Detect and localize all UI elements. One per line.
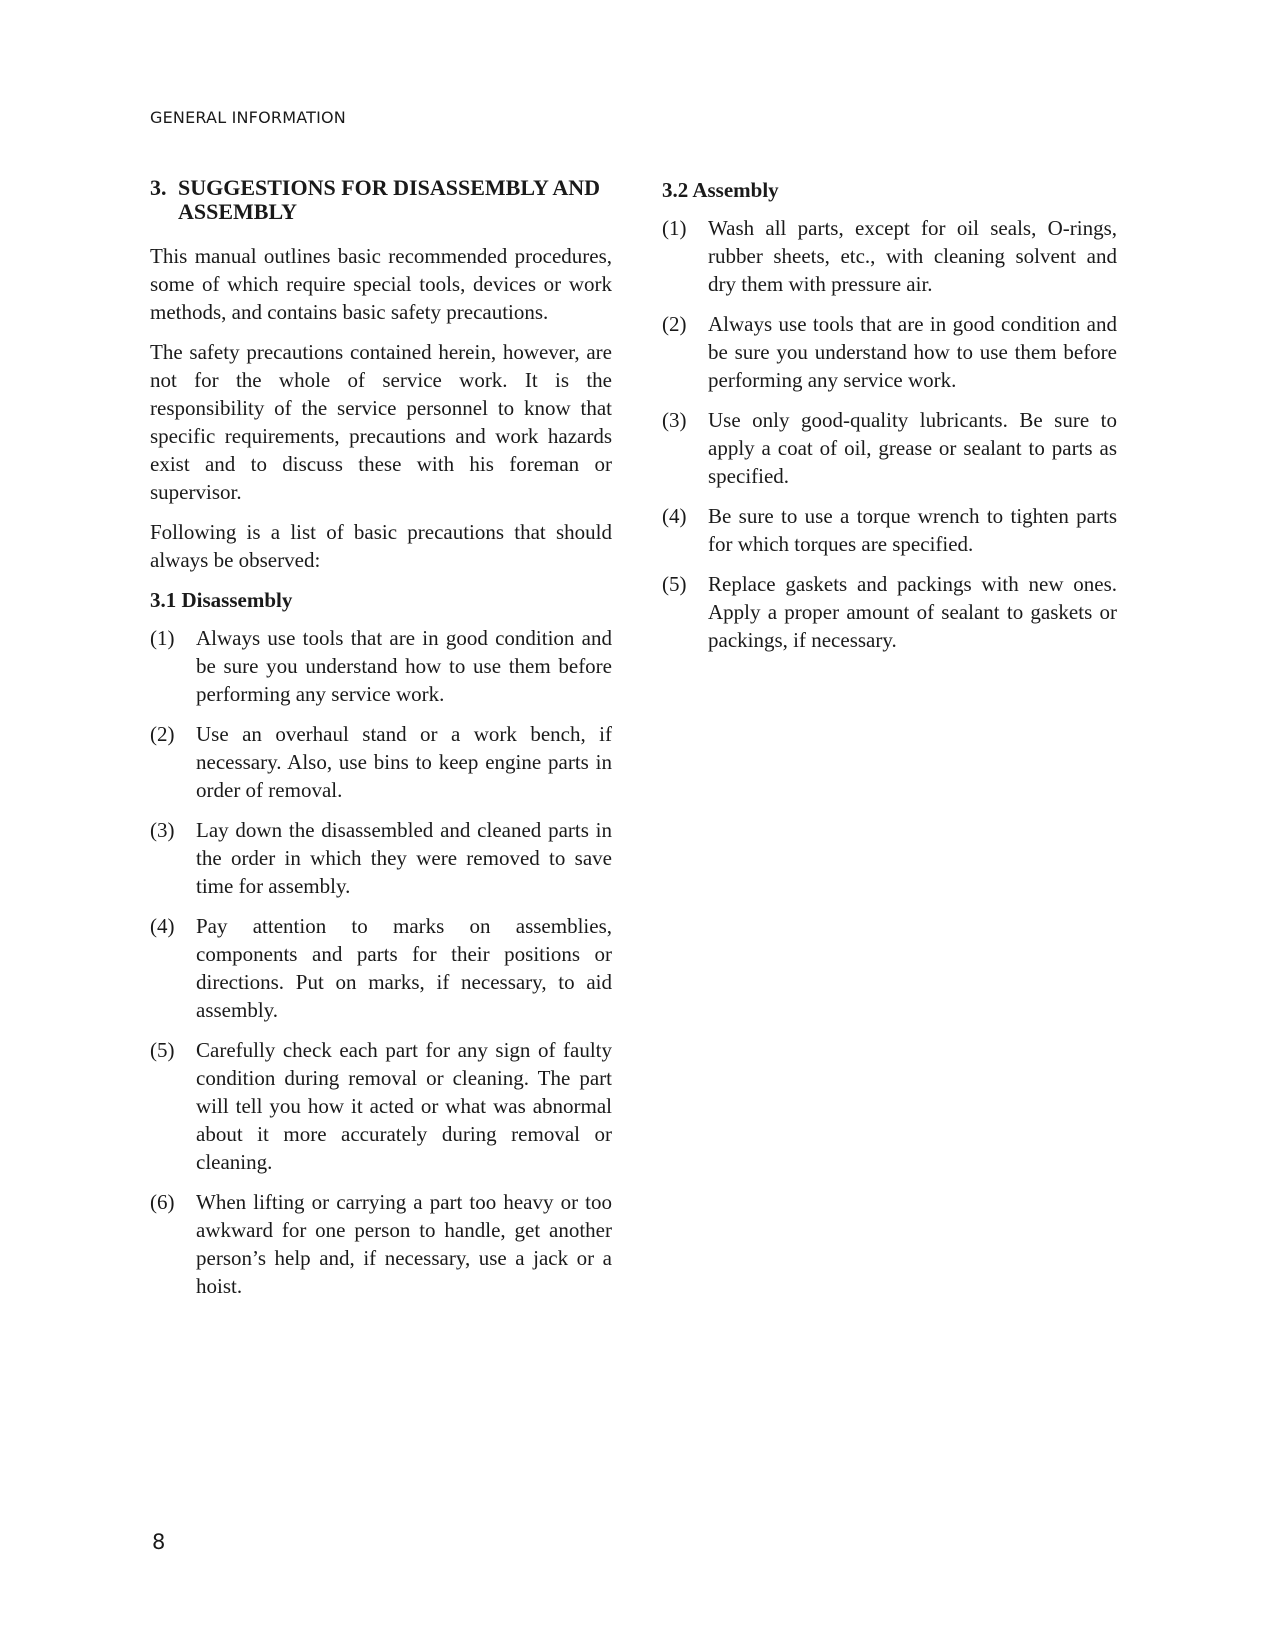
item-number: (1) — [662, 216, 687, 240]
item-number: (5) — [150, 1038, 175, 1062]
section-title-text: SUGGESTIONS FOR DISASSEMBLY AND ASSEMBLY — [178, 175, 600, 224]
list-item — [150, 912, 612, 1024]
item-text: Replace gaskets and packings with new ones. Apply a proper amount of sealant to gaskets or packings, if necessary. — [708, 572, 1117, 652]
item-text: Always use tools that are in good condition and be sure you understand how to use them before performing any service work. — [708, 312, 1117, 392]
item-number: (2) — [662, 312, 687, 336]
assembly-heading: 3.2 Assembly — [662, 178, 779, 202]
section-title — [150, 176, 612, 224]
item-number: (5) — [662, 572, 687, 596]
disassembly-heading: 3.1 Disassembly — [150, 588, 293, 612]
item-text: Wash all parts, except for oil seals, O-rings, rubber sheets, etc., with cleaning solvent and dry them with pressure air. — [708, 216, 1117, 296]
list-lead-paragraph: Following is a list of basic precautions that should always be observed: — [150, 520, 612, 572]
item-text: Always use tools that are in good condition and be sure you understand how to use them before performing any service work. — [196, 626, 612, 706]
section-number: 3. — [150, 175, 167, 200]
list-item — [150, 720, 612, 804]
list-item — [662, 214, 1117, 298]
item-text: Be sure to use a torque wrench to tighten parts for which torques are specified. — [708, 504, 1117, 556]
list-item — [150, 624, 612, 708]
left-column — [150, 176, 612, 1312]
item-text: Use only good-quality lubricants. Be sure to apply a coat of oil, grease or sealant to parts as specified. — [708, 408, 1117, 488]
item-text: When lifting or carrying a part too heavy or too awkward for one person to handle, get another person’s help and, if necessary, use a jack or a hoist. — [196, 1190, 612, 1298]
list-item — [150, 1036, 612, 1176]
item-number: (2) — [150, 722, 175, 746]
list-item — [150, 816, 612, 900]
list-item — [662, 406, 1117, 490]
item-text: Pay attention to marks on assemblies, components and parts for their positions or directions. Put on marks, if necessary, to aid assembly. — [196, 914, 612, 1022]
intro-paragraph: This manual outlines basic recommended procedures, some of which require special tools, devices or work methods, and contains basic safety precautions. — [150, 244, 612, 324]
list-item — [662, 502, 1117, 558]
assembly-list — [662, 214, 1117, 654]
item-text: Use an overhaul stand or a work bench, if necessary. Also, use bins to keep engine parts in order of removal. — [196, 722, 612, 802]
item-number: (3) — [662, 408, 687, 432]
item-number: (1) — [150, 626, 175, 650]
item-text: Carefully check each part for any sign of faulty condition during removal or cleaning. The part will tell you how it acted or what was abnormal about it more accurately during removal or cleaning. — [196, 1038, 612, 1174]
item-number: (6) — [150, 1190, 175, 1214]
list-item — [150, 1188, 612, 1300]
item-text: Lay down the disassembled and cleaned parts in the order in which they were removed to save time for assembly. — [196, 818, 612, 898]
disassembly-list — [150, 624, 612, 1300]
page-number: 8 — [152, 1530, 166, 1554]
item-number: (4) — [662, 504, 687, 528]
precautions-paragraph: The safety precautions contained herein, however, are not for the whole of service work. It is the responsibility of the service personnel to know that specific requirements, precautions and work hazards exist and to discuss these with his foreman or supervisor. — [150, 340, 612, 504]
item-number: (4) — [150, 914, 175, 938]
list-item — [662, 570, 1117, 654]
item-number: (3) — [150, 818, 175, 842]
list-item — [662, 310, 1117, 394]
right-column — [662, 176, 1117, 666]
running-header: GENERAL INFORMATION — [150, 108, 346, 127]
